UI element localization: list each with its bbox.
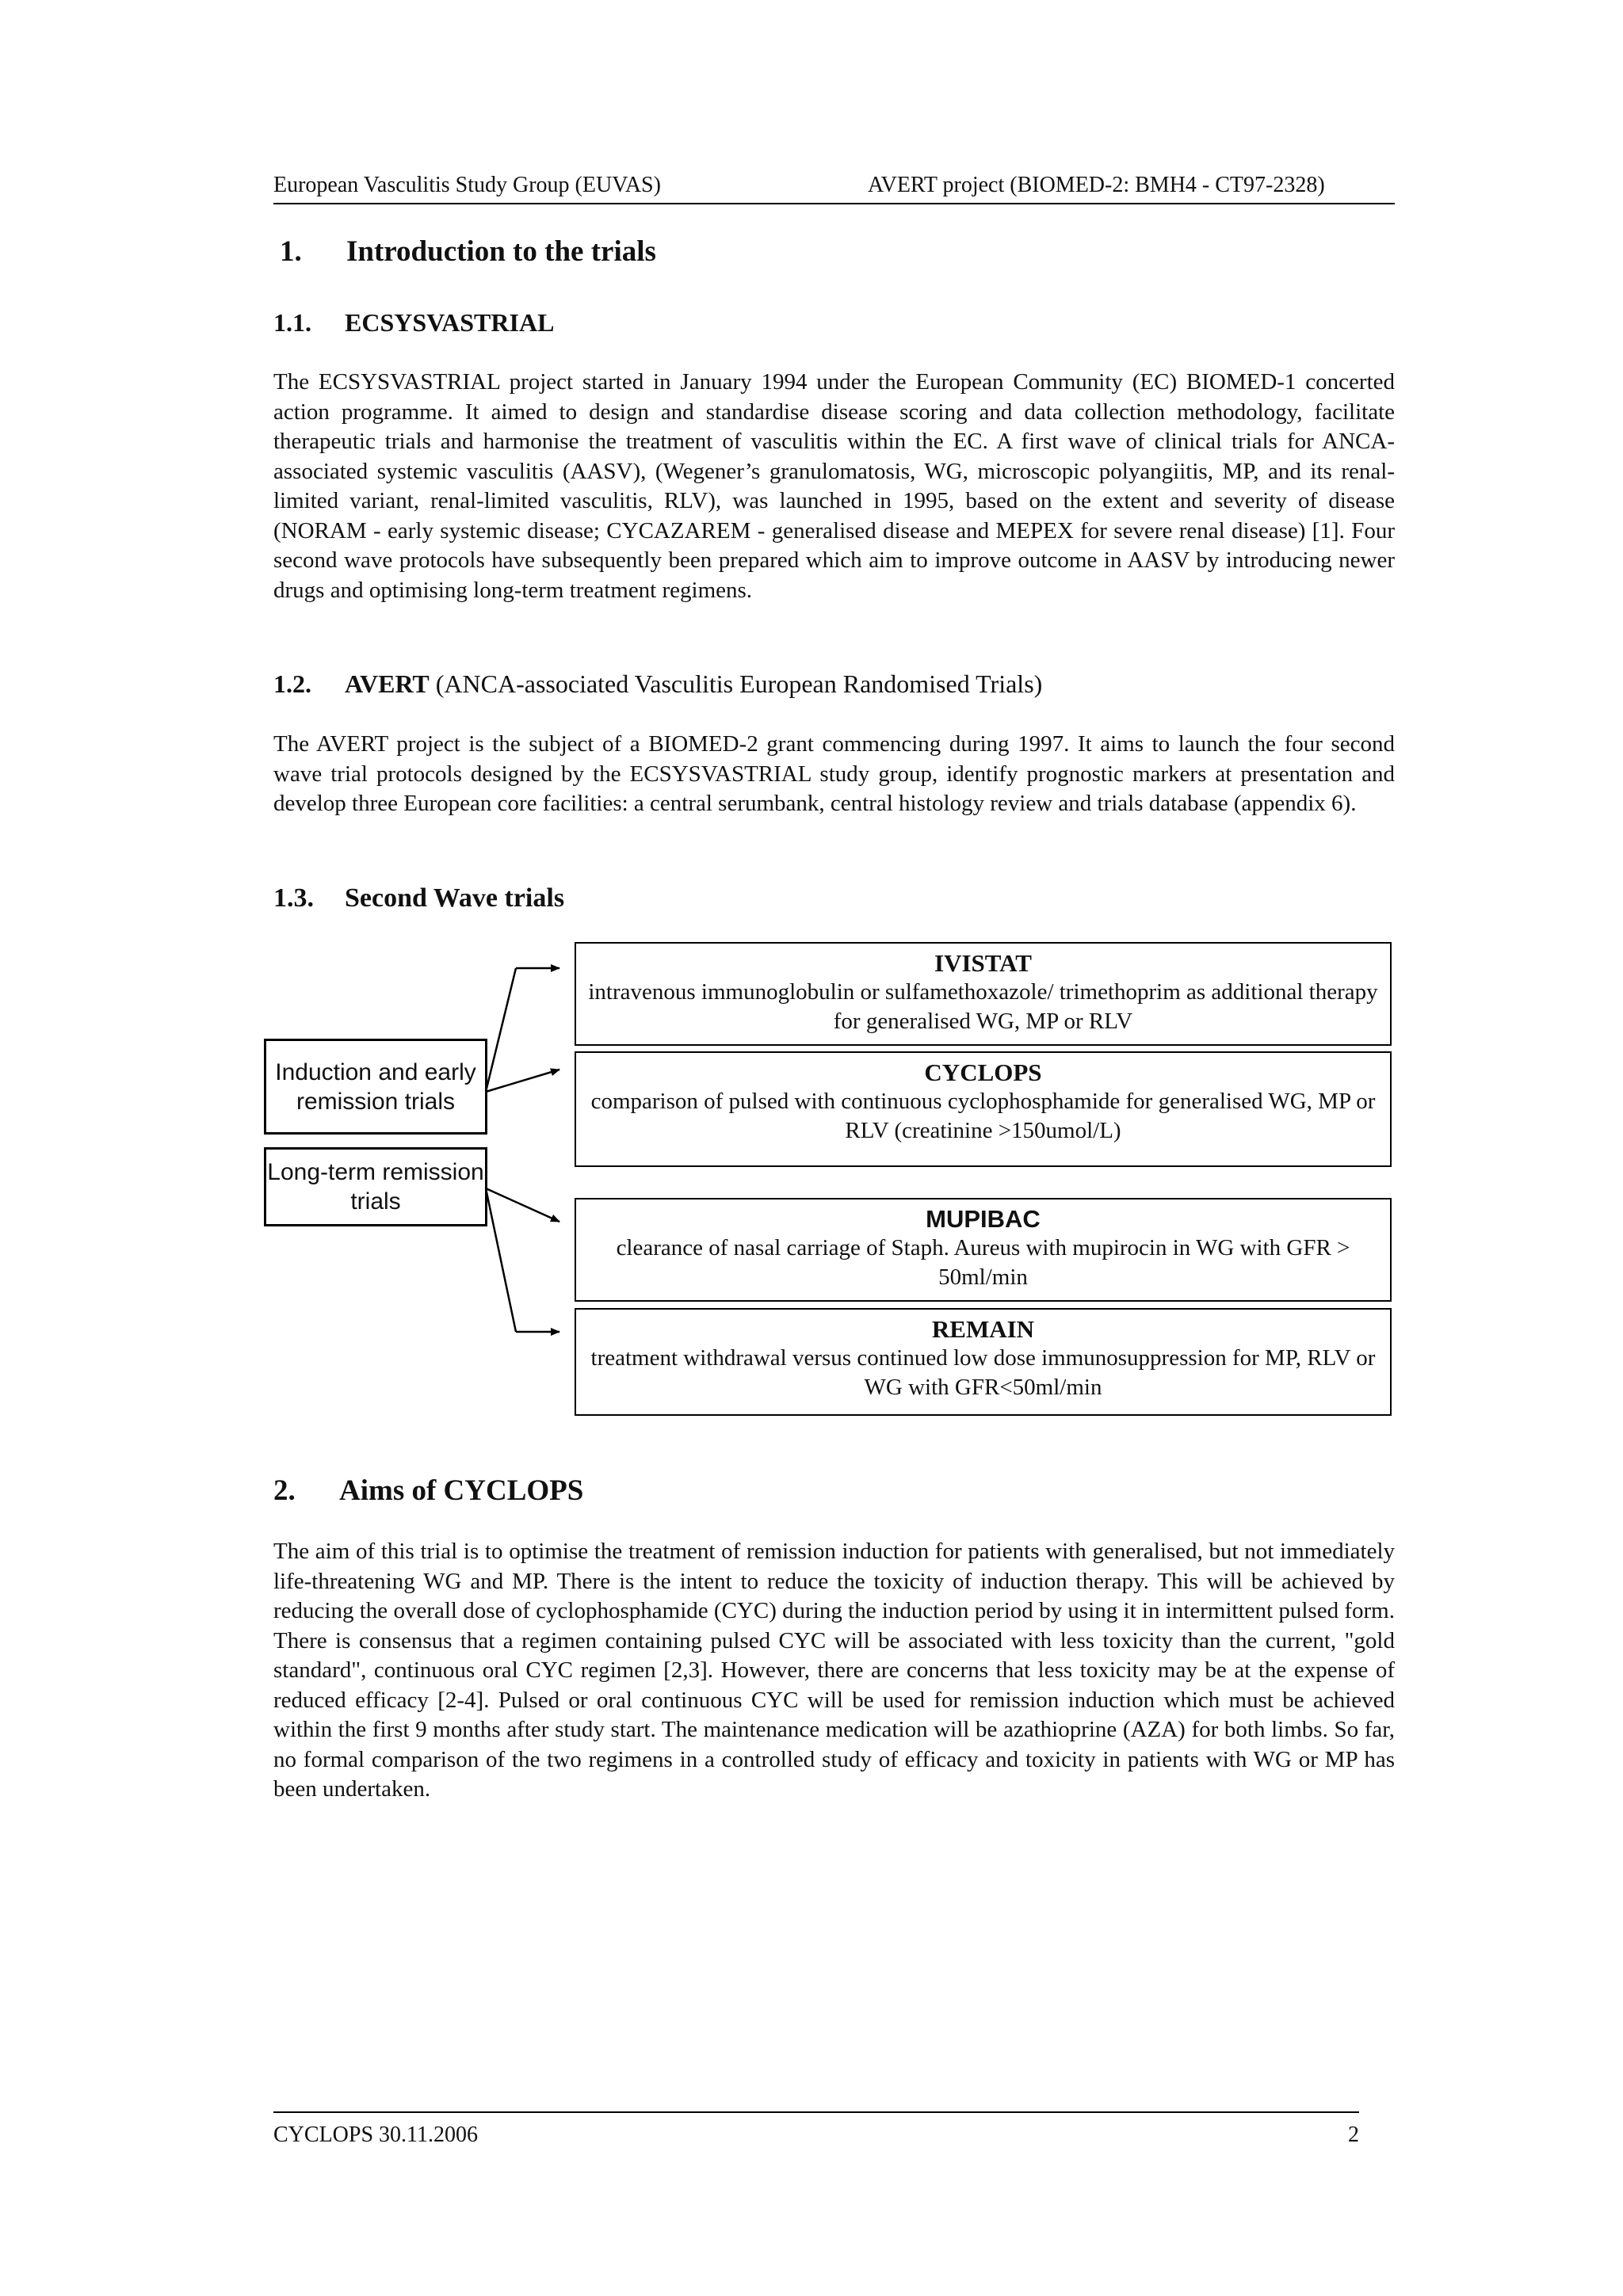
section-title: Aims of CYCLOPS xyxy=(339,1474,584,1507)
page-number: 2 xyxy=(1348,2122,1359,2147)
avert-expansion: (ANCA-associated Vasculitis European Randomised Trials) xyxy=(429,669,1043,698)
cyclops-title: CYCLOPS xyxy=(924,1058,1042,1086)
avert-paragraph: The AVERT project is the subject of a BIOMED-2 grant commencing during 1997. It aims to launch the four second wave trial protocols designed by the ECSYSVASTRIAL study group, identify prognostic markers at presentation and develop three European core facilities: a central serumbank, central histology review and trials database (appendix 6). xyxy=(273,731,1395,816)
avert-acronym: AVERT xyxy=(345,669,430,698)
section-title: Introduction to the trials xyxy=(346,235,656,268)
subsection-title xyxy=(345,669,1042,699)
remain-description: treatment withdrawal versus continued low dose immunosuppression for MP, RLV or WG with GFR<50ml/min xyxy=(590,1345,1376,1400)
subsection-title: ECSYSVASTRIAL xyxy=(345,308,555,337)
header-right: AVERT project (BIOMED-2: BMH4 - CT97-2328) xyxy=(868,173,1325,197)
longterm-label: Long-term remission trials xyxy=(267,1159,484,1215)
page-footer xyxy=(273,2111,1359,2147)
remain-box xyxy=(575,1308,1392,1416)
mupibac-title: MUPIBAC xyxy=(926,1205,1041,1233)
cyclops-box xyxy=(575,1051,1392,1167)
mupibac-description: clearance of nasal carriage of Staph. Aureus with mupirocin in WG with GFR > 50ml/min xyxy=(616,1235,1350,1290)
ivistat-title: IVISTAT xyxy=(934,949,1032,977)
subsection-number: 1.2. xyxy=(273,669,311,698)
header-left: European Vasculitis Study Group (EUVAS) xyxy=(273,173,661,197)
subsection-number: 1.3. xyxy=(273,883,314,913)
section-number: 2. xyxy=(273,1474,296,1507)
remain-title: REMAIN xyxy=(931,1315,1035,1343)
subsection-number: 1.1. xyxy=(273,308,311,337)
running-header xyxy=(273,173,1395,204)
aims-paragraph: The aim of this trial is to optimise the treatment of remission induction for patients with generalised, but not immediately life-threatening WG and MP. There is the intent to reduce the toxicity of induction therapy. This will be achieved by reducing the overall dose of cyclophosphamide (CYC) during the induction period by using it in intermittent pulsed form. There is consensus that a regimen containing pulsed CYC will be associated with less toxicity than the current, "gold standard", continuous oral CYC regimen [2,3]. However, there are concerns that less toxicity may be at the expense of reduced efficacy [2-4]. Pulsed or oral continuous CYC will be used for remission induction which must be achieved within the first 9 months after study start. The maintenance medication will be azathioprine (AZA) for both limbs. So far, no formal comparison of the two regimens in a controlled study of efficacy and toxicity in patients with WG or MP has been undertaken. xyxy=(273,1539,1395,1802)
ivistat-description: intravenous immunoglobulin or sulfamethoxazole/ trimethoprim as additional therapy for generalised WG, MP or RLV xyxy=(588,979,1378,1034)
long-term-remission-box xyxy=(264,1147,487,1226)
mupibac-box xyxy=(575,1198,1392,1302)
induction-early-remission-box xyxy=(264,1039,487,1135)
subsection-title: Second Wave trials xyxy=(345,883,565,913)
ecsysvastrial-paragraph: The ECSYSVASTRIAL project started in January 1994 under the European Community (EC) BIOMED-1 concerted action programme. It aimed to design and standardise disease scoring and data collection methodology, facilitate therapeutic trials and harmonise the treatment of vasculitis within the EC. A first wave of clinical trials for ANCA-associated systemic vasculitis (AASV), (Wegener’s granulomatosis, WG, microscopic polyangiitis, MP, and its renal-limited variant, renal-limited vasculitis, RLV), was launched in 1995, based on the extent and severity of disease (NORAM - early systemic disease; CYCAZAREM - generalised disease and MEPEX for severe renal disease) [1]. Four second wave protocols have subsequently been prepared which aim to improve outcome in AASV by introducing newer drugs and optimising long-term treatment regimens. xyxy=(273,369,1395,603)
section-number: 1. xyxy=(280,235,302,268)
footer-doc-label: CYCLOPS 30.11.2006 xyxy=(273,2122,479,2147)
ivistat-box xyxy=(575,942,1392,1046)
induction-label: Induction and early remission trials xyxy=(275,1058,476,1115)
cyclops-description: comparison of pulsed with continuous cyclophosphamide for generalised WG, MP or RLV (creatinine >150umol/L) xyxy=(590,1089,1376,1143)
